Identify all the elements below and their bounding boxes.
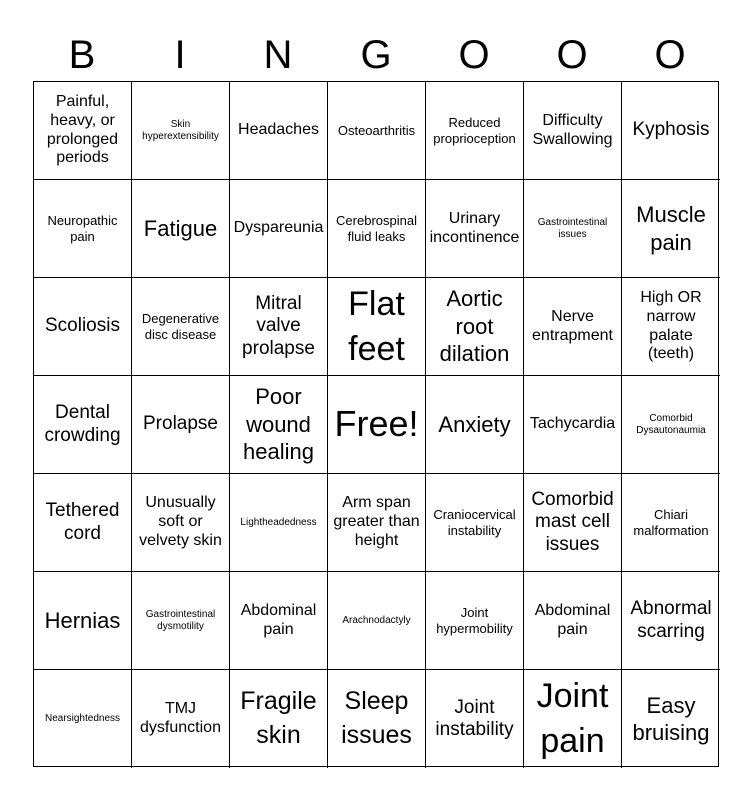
- bingo-cell: Nearsightedness: [34, 670, 132, 768]
- bingo-cell: Tethered cord: [34, 474, 132, 572]
- bingo-cell: Unusually soft or velvety skin: [132, 474, 230, 572]
- bingo-cell: Neuropathic pain: [34, 180, 132, 278]
- bingo-cell: Skin hyperextensibility: [132, 82, 230, 180]
- bingo-cell: Painful, heavy, or prolonged periods: [34, 82, 132, 180]
- header-letter: N: [263, 33, 293, 77]
- bingo-cell: Easy bruising: [632, 692, 710, 745]
- bingo-cell: Scoliosis: [34, 278, 132, 376]
- bingo-cell: Difficulty Swallowing: [524, 82, 622, 180]
- bingo-cell: Joint hypermobility: [426, 572, 524, 670]
- bingo-cell: Arachnodactyly: [328, 572, 426, 670]
- bingo-cell: Arm span greater than height: [328, 474, 426, 572]
- bingo-cell: Muscle pain: [622, 180, 720, 278]
- bingo-cell: Lightheadedness: [230, 474, 328, 572]
- bingo-cell: Cerebrospinal fluid leaks: [328, 180, 426, 278]
- bingo-cell: Urinary incontinence: [426, 180, 524, 278]
- bingo-card-grid: [33, 81, 719, 767]
- bingo-cell: Headaches: [230, 82, 328, 180]
- bingo-cell: Degenerative disc disease: [132, 278, 230, 376]
- bingo-cell: Aortic root dilation: [426, 278, 524, 376]
- bingo-cell: Kyphosis: [622, 82, 720, 180]
- bingo-cell: Comorbid Dysautonaumia: [622, 376, 720, 474]
- bingo-cell: Gastrointestinal dysmotility: [132, 572, 230, 670]
- header-letter: O: [556, 33, 588, 77]
- bingo-cell: Abdominal pain: [524, 572, 622, 670]
- bingo-cell: Anxiety: [426, 376, 524, 474]
- bingo-cell: Tachycardia: [524, 376, 622, 474]
- bingo-cell: Nerve entrapment: [524, 278, 622, 376]
- bingo-cell: Joint instability: [426, 670, 524, 768]
- bingo-cell: Prolapse: [132, 376, 230, 474]
- bingo-cell: Reduced proprioception: [426, 82, 524, 180]
- bingo-header: [33, 30, 719, 80]
- bingo-cell: Dyspareunia: [230, 180, 328, 278]
- header-letter: B: [68, 33, 96, 77]
- bingo-cell: Abnormal scarring: [622, 572, 720, 670]
- bingo-cell: Fatigue: [132, 180, 230, 278]
- bingo-cell: Dental crowding: [34, 376, 132, 474]
- bingo-cell: Joint pain: [524, 670, 622, 768]
- bingo-cell: Flat feet: [328, 278, 426, 376]
- bingo-cell: Comorbid mast cell issues: [524, 474, 622, 572]
- bingo-cell: Chiari malformation: [622, 474, 720, 572]
- bingo-cell: Hernias: [34, 572, 132, 670]
- bingo-cell: Craniocervical instability: [426, 474, 524, 572]
- bingo-cell: Abdominal pain: [230, 572, 328, 670]
- bingo-cell: Sleep issues: [328, 670, 426, 768]
- bingo-cell: TMJ dysfunction: [132, 670, 230, 768]
- bingo-cell: High OR narrow palate (teeth): [622, 278, 720, 376]
- free-space-cell: Free!: [328, 376, 426, 474]
- header-letter: O: [458, 33, 490, 77]
- bingo-cell: Osteoarthritis: [328, 82, 426, 180]
- bingo-cell: Fragile skin: [230, 670, 328, 768]
- header-letter: G: [360, 33, 392, 77]
- header-letter: I: [174, 33, 186, 77]
- header-letter: O: [654, 33, 686, 77]
- bingo-cell: Poor wound healing: [230, 376, 328, 474]
- bingo-cell: Gastrointestinal issues: [524, 180, 622, 278]
- bingo-cell: Mitral valve prolapse: [230, 278, 328, 376]
